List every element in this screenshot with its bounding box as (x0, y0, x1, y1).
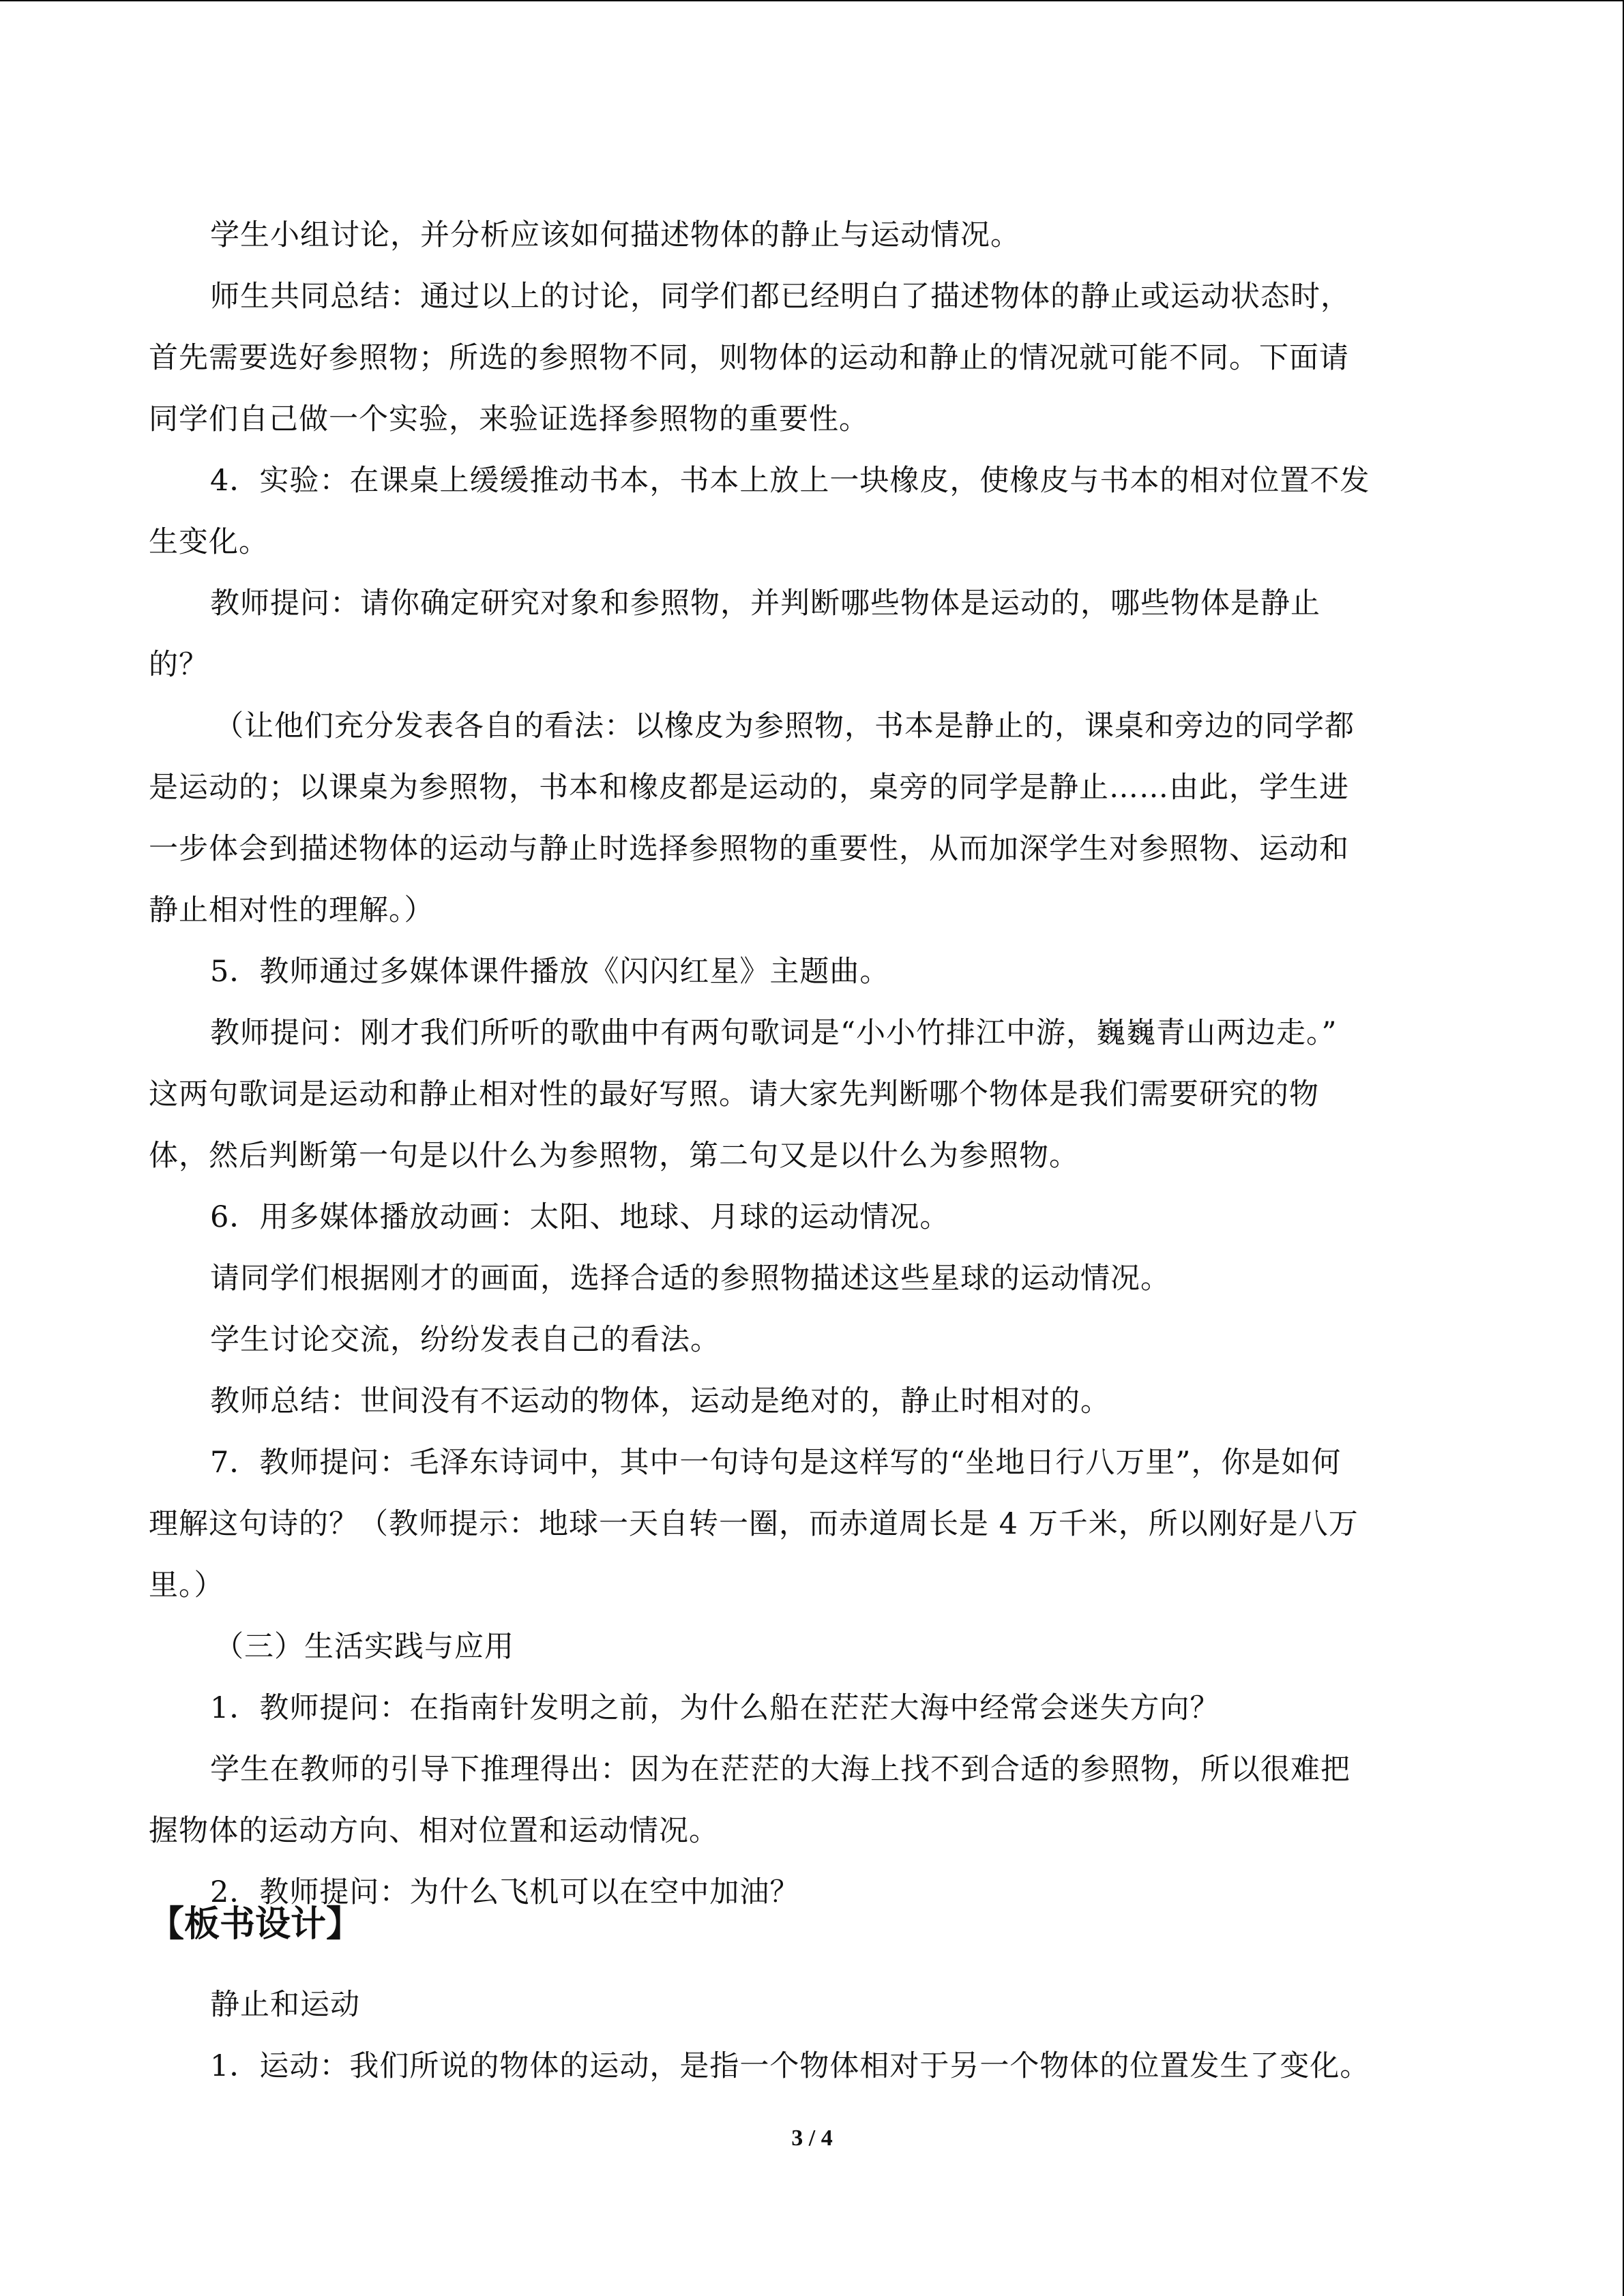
paragraph-line: 体，然后判断第一句是以什么为参照物，第二句又是以什么为参照物。 (149, 1139, 1079, 1173)
paragraph-line: 学生小组讨论，并分析应该如何描述物体的静止与运动情况。 (210, 218, 1020, 252)
paragraph-line: （让他们充分发表各自的看法：以橡皮为参照物，书本是静止的，课桌和旁边的同学都 (214, 709, 1355, 743)
paragraph-line: 4．实验：在课桌上缓缓推动书本，书本上放上一块橡皮，使橡皮与书本的相对位置不发 (210, 464, 1370, 498)
paragraph-line: 这两句歌词是运动和静止相对性的最好写照。请大家先判断哪个物体是我们需要研究的物 (149, 1077, 1319, 1112)
paragraph-line: 理解这句诗的？（教师提示：地球一天自转一圈，而赤道周长是 4 万千米，所以刚好是八万 (149, 1507, 1359, 1541)
paragraph-line: 6．用多媒体播放动画：太阳、地球、月球的运动情况。 (210, 1200, 950, 1234)
paragraph-line: 一步体会到描述物体的运动与静止时选择参照物的重要性，从而加深学生对参照物、运动和 (149, 832, 1349, 866)
paragraph-line: 同学们自己做一个实验，来验证选择参照物的重要性。 (149, 402, 869, 436)
document-body (149, 205, 1479, 1923)
paragraph-line: 请同学们根据刚才的画面，选择合适的参照物描述这些星球的运动情况。 (210, 1262, 1170, 1296)
paragraph-line: 教师提问：请你确定研究对象和参照物，并判断哪些物体是运动的，哪些物体是静止 (210, 586, 1320, 621)
paragraph-line: 生变化。 (149, 525, 269, 559)
paragraph-line: 首先需要选好参照物；所选的参照物不同，则物体的运动和静止的情况就可能不同。下面请 (149, 341, 1349, 375)
section-heading: 【板书设计】 (149, 1904, 362, 1945)
paragraph-line: 学生在教师的引导下推理得出：因为在茫茫的大海上找不到合适的参照物，所以很难把 (210, 1753, 1350, 1787)
paragraph-line: 静止相对性的理解。） (149, 893, 434, 927)
board-design-section (149, 1974, 1479, 2097)
paragraph-line: 7．教师提问：毛泽东诗词中，其中一句诗句是这样写的“坐地日行八万里”，你是如何 (210, 1446, 1342, 1480)
paragraph-line: 5．教师通过多媒体课件播放《闪闪红星》主题曲。 (210, 955, 890, 989)
paragraph-line: 的？ (149, 648, 209, 682)
page-number: 3 / 4 (791, 2126, 833, 2151)
paragraph-line: 师生共同总结：通过以上的讨论，同学们都已经明白了描述物体的静止或运动状态时， (210, 280, 1350, 314)
paragraph-line: 教师总结：世间没有不运动的物体，运动是绝对的，静止时相对的。 (210, 1384, 1110, 1418)
paragraph-line: 握物体的运动方向、相对位置和运动情况。 (149, 1814, 719, 1848)
subsection-title: （三）生活实践与应用 (214, 1630, 514, 1664)
paragraph-line: 教师提问：刚才我们所听的歌曲中有两句歌词是“小小竹排江中游，巍巍青山两边走。” (210, 1016, 1338, 1050)
paragraph-line: 是运动的；以课桌为参照物，书本和橡皮都是运动的，桌旁的同学是静止……由此，学生进 (149, 771, 1349, 805)
paragraph-line: 里。） (149, 1568, 224, 1602)
paragraph-line: 2．教师提问：为什么飞机可以在空中加油？ (210, 1875, 800, 1909)
paragraph-line: 学生讨论交流，纷纷发表自己的看法。 (210, 1323, 720, 1357)
board-title: 静止和运动 (210, 1988, 360, 2022)
paragraph-line: 1．教师提问：在指南针发明之前，为什么船在茫茫大海中经常会迷失方向？ (210, 1691, 1220, 1725)
paragraph-line: 1．运动：我们所说的物体的运动，是指一个物体相对于另一个物体的位置发生了变化。 (210, 2049, 1370, 2083)
